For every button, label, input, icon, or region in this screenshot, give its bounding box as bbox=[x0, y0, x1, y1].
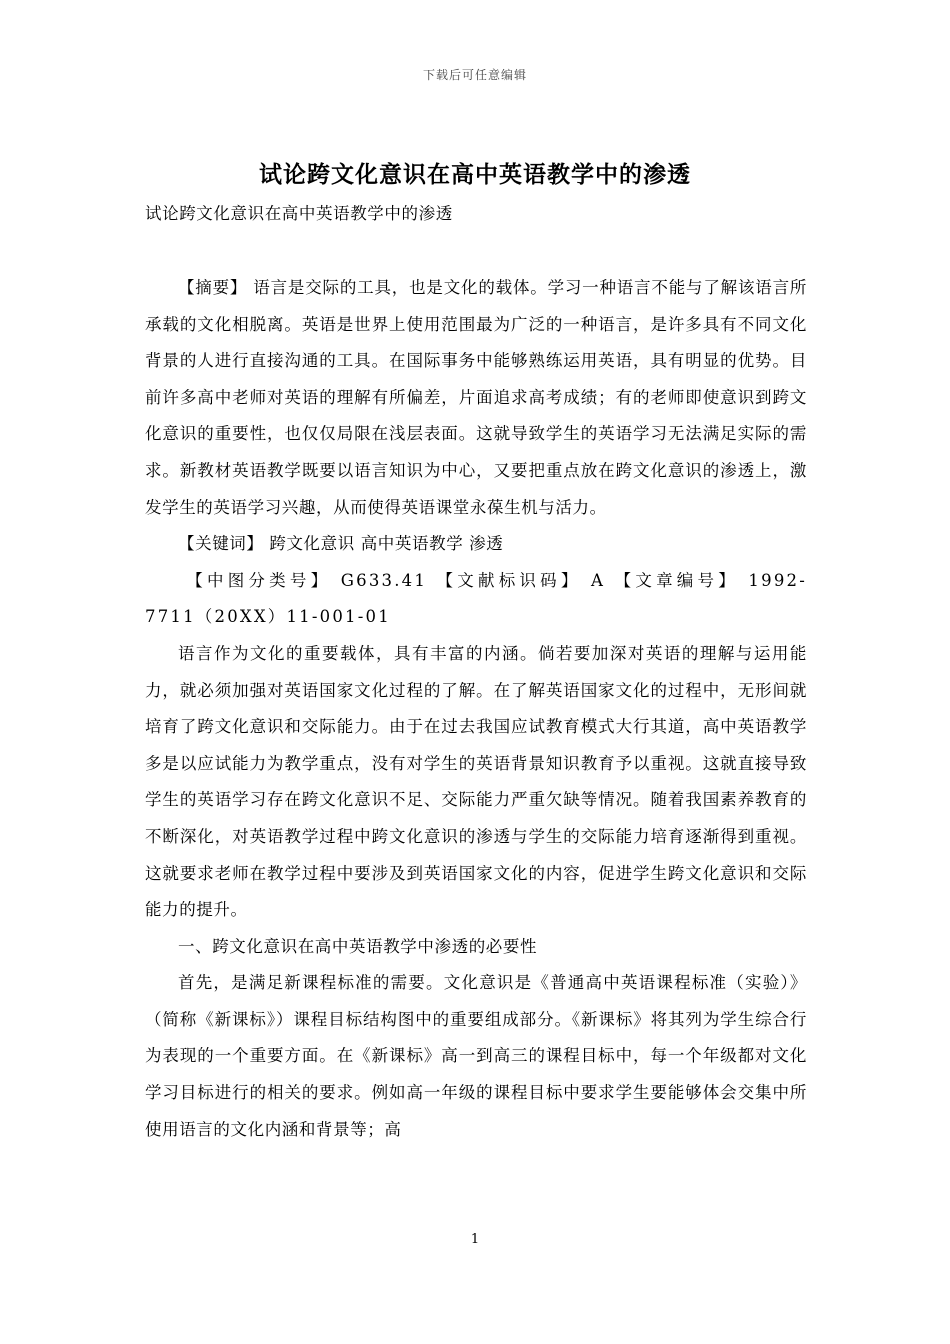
abstract-text: 语言是交际的工具，也是文化的载体。学习一种语言不能与了解该语言所承载的文化相脱离。英语是世界上使用范围最为广泛的一种语言，是许多具有不同文化背景的人进行直接沟通的工具。在国际事务中能够熟练运用英语，具有明显的优势。目前许多高中老师对英语的理解有所偏差，片面追求高考成绩；有的老师即使意识到跨文化意识的重要性，也仅仅局限在浅层表面。这就导致学生的英语学习无法满足实际的需求。新教材英语教学既要以语言知识为中心，又要把重点放在跨文化意识的渗透上，激发学生的英语学习兴趣，从而使得英语课堂永葆生机与活力。 bbox=[145, 278, 808, 517]
section-1-heading: 一、跨文化意识在高中英语教学中渗透的必要性 bbox=[178, 936, 538, 956]
page-number: 1 bbox=[470, 1232, 480, 1247]
page-header: 下载后可任意编辑 bbox=[422, 68, 527, 82]
section-1-paragraph: 首先，是满足新课程标准的需要。文化意识是《普通高中英语课程标准（实验）》（简称《新课标》）课程目标结构图中的重要组成部分。《新课标》将其列为学生综合行为表现的一个重要方面。在《新课标》高一到高三的课程目标中，每一个年级都对文化学习目标进行的相关的要求。例如高一年级的课程目标中要求学生要能够体会交集中所使用语言的文化内涵和背景等；高 bbox=[145, 973, 807, 1139]
document-body bbox=[145, 270, 807, 1148]
keywords-paragraph bbox=[145, 526, 807, 563]
abstract-label: 【摘要】 bbox=[178, 278, 248, 297]
classification-line: 【中图分类号】 G633.41 【文献标识码】 A 【文章编号】 1992-7711（20XX）11-001-01 bbox=[145, 570, 807, 627]
intro-paragraph: 语言作为文化的重要载体，具有丰富的内涵。倘若要加深对英语的理解与运用能力，就必须加强对英语国家文化过程的了解。在了解英语国家文化的过程中，无形间就培育了跨文化意识和交际能力。由于在过去我国应试教育模式大行其道，高中英语教学多是以应试能力为教学重点，没有对学生的英语背景知识教育予以重视。这就直接导致学生的英语学习存在跨文化意识不足、交际能力严重欠缺等情况。随着我国素养教育的不断深化，对英语教学过程中跨文化意识的渗透与学生的交际能力培育逐渐得到重视。这就要求老师在教学过程中要涉及到英语国家文化的内容，促进学生跨文化意识和交际能力的提升。 bbox=[145, 643, 807, 920]
document-title: 试论跨文化意识在高中英语教学中的渗透 bbox=[259, 161, 691, 188]
keywords-label: 【关键词】 bbox=[178, 534, 264, 554]
keywords-text: 跨文化意识 高中英语教学 渗透 bbox=[263, 534, 504, 554]
abstract-paragraph bbox=[145, 270, 807, 526]
document-subtitle: 试论跨文化意识在高中英语教学中的渗透 bbox=[145, 204, 453, 223]
